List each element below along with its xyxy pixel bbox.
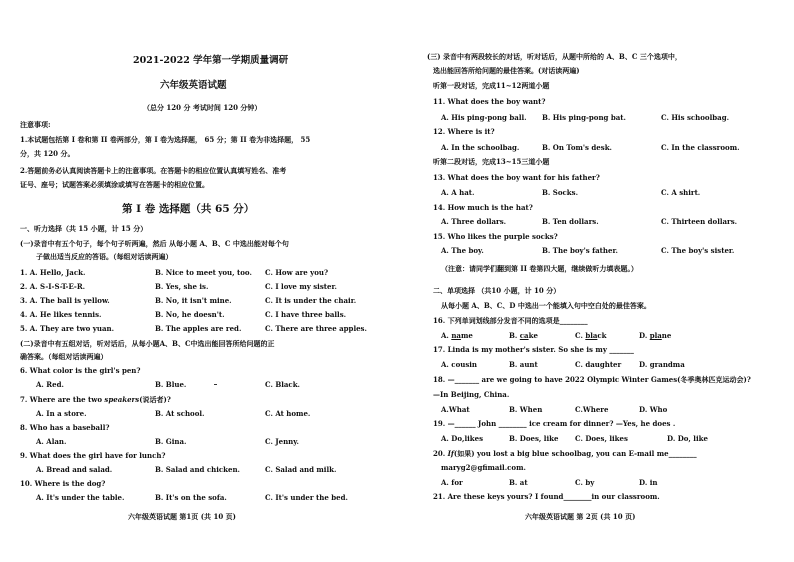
page-footer: 六年级英语试题 第1页 (共 10 页) bbox=[128, 512, 236, 521]
exam-subtitle: 六年级英语试题 bbox=[160, 80, 227, 91]
option-a[interactable]: A. cousin bbox=[441, 360, 478, 369]
option-d[interactable]: D. Who bbox=[639, 405, 668, 414]
option-b[interactable]: B. No, it isn't mine. bbox=[155, 296, 232, 305]
option-a[interactable]: 2. A. S-I-S-T-E-R. bbox=[20, 282, 86, 291]
option-b[interactable]: B. No, he doesn't. bbox=[155, 310, 225, 319]
pen-mark bbox=[214, 384, 217, 385]
option-a[interactable]: A. It's under the table. bbox=[36, 493, 125, 502]
option-c[interactable]: C. His schoolbag. bbox=[661, 113, 730, 122]
page-note: （注意：请同学们翻到第 II 卷第四大题，继续做听力填表题。） bbox=[441, 264, 638, 273]
option-c[interactable]: C. There are three apples. bbox=[265, 324, 367, 333]
option-c[interactable]: C. black bbox=[575, 331, 607, 340]
option-a[interactable]: A. Three dollars. bbox=[441, 217, 507, 226]
option-c[interactable]: C. daughter bbox=[575, 360, 622, 369]
question-stem: 10. Where is the dog? bbox=[20, 479, 106, 488]
option-a[interactable]: 3. A. The ball is yellow. bbox=[20, 296, 110, 305]
option-b[interactable]: B. Blue. bbox=[155, 380, 187, 389]
option-b[interactable]: B. Socks. bbox=[542, 188, 579, 197]
option-c[interactable]: C. The boy's sister. bbox=[661, 246, 735, 255]
option-c[interactable]: C. It is under the chair. bbox=[265, 296, 357, 305]
option-c[interactable]: C. I love my sister. bbox=[265, 282, 337, 291]
section-instructions: 子做出适当反应的答语。（每组对话读两遍） bbox=[36, 252, 173, 261]
option-a[interactable]: A. for bbox=[441, 478, 463, 487]
option-b[interactable]: B. Salad and chicken. bbox=[155, 465, 240, 474]
option-a[interactable]: 5. A. They are two yuan. bbox=[20, 324, 115, 333]
option-c[interactable]: C. I have three balls. bbox=[265, 310, 347, 319]
notice-line: 2.答题前务必认真阅读答题卡上的注意事项。在答题卡的相应位置认真填写姓名、准考 bbox=[20, 166, 287, 175]
option-b[interactable]: B. aunt bbox=[509, 360, 538, 369]
section-instructions: (三) 录音中有两段较长的对话，听对话后，从题中所给的 A、B、C 三个选项中， bbox=[427, 52, 682, 61]
question-stem: maryg2@gfimail.com. bbox=[441, 463, 526, 472]
option-a[interactable]: A. His ping-pong ball. bbox=[441, 113, 527, 122]
option-d[interactable]: D. grandma bbox=[639, 360, 685, 369]
option-a[interactable]: A. name bbox=[441, 331, 473, 340]
score-time: （总分 120 分 考试时间 120 分钟） bbox=[143, 103, 262, 112]
question-stem: 15. Who likes the purple socks? bbox=[433, 232, 558, 241]
option-b[interactable]: B. On Tom's desk. bbox=[542, 143, 612, 152]
notice-line: 证号、座号；试题答案必须填涂或填写在答题卡的相应位置。 bbox=[20, 180, 209, 189]
option-b[interactable]: B. At school. bbox=[155, 409, 205, 418]
option-c[interactable]: C. Thirteen dollars. bbox=[661, 217, 738, 226]
section-instructions: (二)录音中有五组对话，听对话后，从每小题A、B、C中选出能回答所给问题的正 bbox=[20, 339, 275, 348]
option-c[interactable]: C. Jenny. bbox=[265, 437, 299, 446]
question-stem: 19. —______ John ________ ice cream for dinner? —Yes, he does . bbox=[433, 419, 676, 428]
exam-title: 2021-2022 学年第一学期质量调研 bbox=[133, 55, 289, 66]
question-stem: 20. If(如果) you lost a big blue schoolbag, you can E-mail me________ bbox=[433, 449, 697, 458]
option-b[interactable]: B. Does, like bbox=[509, 434, 559, 443]
option-c[interactable]: C. by bbox=[575, 478, 595, 487]
option-a[interactable]: A.What bbox=[441, 405, 470, 414]
option-b[interactable]: B. It's on the sofa. bbox=[155, 493, 227, 502]
question-stem: 21. Are these keys yours? I found________in our classroom. bbox=[433, 492, 660, 501]
question-stem: 11. What does the boy want? bbox=[433, 97, 546, 106]
option-c[interactable]: C. A shirt. bbox=[661, 188, 701, 197]
exam-page-2 bbox=[397, 0, 794, 562]
question-stem: 8. Who has a baseball? bbox=[20, 423, 110, 432]
option-b[interactable]: B. Nice to meet you, too. bbox=[155, 268, 252, 277]
option-c[interactable]: C. Does, likes bbox=[575, 434, 628, 443]
option-b[interactable]: B. at bbox=[509, 478, 528, 487]
question-stem: 13. What does the boy want for his father? bbox=[433, 173, 600, 182]
listening-heading: 一、听力选择（共 15 小题，计 15 分） bbox=[20, 224, 148, 233]
option-c[interactable]: C. Salad and milk. bbox=[265, 465, 337, 474]
option-b[interactable]: B. His ping-pong bat. bbox=[542, 113, 626, 122]
option-b[interactable]: B. cake bbox=[509, 331, 538, 340]
question-stem: 7. Where are the two speakers(说话者)? bbox=[20, 395, 171, 404]
option-c[interactable]: C. At home. bbox=[265, 409, 311, 418]
section-instructions: 从每小题 A、B、C、D 中选出一个能填入句中空白处的最佳答案。 bbox=[441, 301, 651, 310]
option-a[interactable]: A. Bread and salad. bbox=[36, 465, 113, 474]
option-a[interactable]: 4. A. He likes tennis. bbox=[20, 310, 102, 319]
single-choice-heading: 二、单项选择 （共10 小题，计 10 分） bbox=[433, 286, 561, 295]
option-c[interactable]: C. How are you? bbox=[265, 268, 329, 277]
section-instructions: 选出能回答所给问题的最佳答案。(对话读两遍) bbox=[433, 66, 580, 75]
question-stem: 17. Linda is my mother's sister. So she is my _______ bbox=[433, 345, 634, 354]
option-a[interactable]: A. The boy. bbox=[441, 246, 484, 255]
option-b[interactable]: B. The apples are red. bbox=[155, 324, 242, 333]
option-a[interactable]: A. Alan. bbox=[36, 437, 67, 446]
question-stem: 9. What does the girl have for lunch? bbox=[20, 451, 166, 460]
option-a[interactable]: A. In the schoolbag. bbox=[441, 143, 520, 152]
section-instructions: (一)录音中有五个句子，每个句子听两遍，然后 从每小题 A、B、C 中选出能对每个句 bbox=[20, 239, 289, 248]
option-a[interactable]: A. In a store. bbox=[36, 409, 87, 418]
option-a[interactable]: 1. A. Hello, Jack. bbox=[20, 268, 86, 277]
question-stem: 6. What color is the girl's pen? bbox=[20, 366, 141, 375]
option-c[interactable]: C. Black. bbox=[265, 380, 300, 389]
option-a[interactable]: A. Red. bbox=[36, 380, 64, 389]
option-a[interactable]: A. Do,likes bbox=[441, 434, 484, 443]
dialog-instruction: 听第一段对话，完成11~12两道小题 bbox=[433, 81, 550, 90]
option-b[interactable]: B. When bbox=[509, 405, 543, 414]
question-stem: 16. 下列单词划线部分发音不同的选项是________ bbox=[433, 316, 588, 325]
notice-line: 分，共 120 分。 bbox=[20, 149, 75, 158]
option-a[interactable]: A. A hat. bbox=[441, 188, 475, 197]
option-c[interactable]: C.Where bbox=[575, 405, 609, 414]
question-stem: 14. How much is the hat? bbox=[433, 203, 533, 212]
notice-heading: 注意事项: bbox=[20, 120, 51, 129]
option-c[interactable]: C. It's under the bed. bbox=[265, 493, 348, 502]
option-b[interactable]: B. Gina. bbox=[155, 437, 187, 446]
option-b[interactable]: B. The boy's father. bbox=[542, 246, 618, 255]
question-stem: 12. Where is it? bbox=[433, 127, 495, 136]
question-stem: 18. —_______ are we going to have 2022 Olympic Winter Games(冬季奥林匹克运动会)? bbox=[433, 375, 751, 384]
question-stem: —In Beijing, China. bbox=[433, 390, 510, 399]
option-b[interactable]: B. Ten dollars. bbox=[542, 217, 599, 226]
page-footer: 六年级英语试题 第 2页 (共 10 页) bbox=[525, 512, 636, 521]
option-d[interactable]: D. plane bbox=[639, 331, 672, 340]
option-b[interactable]: B. Yes, she is. bbox=[155, 282, 209, 291]
notice-line: 1.本试题包括第 I 卷和第 II 卷两部分，第 I 卷为选择题， 65 分；第 II 卷为非选择题， 55 bbox=[20, 135, 311, 144]
option-d[interactable]: D. in bbox=[639, 478, 658, 487]
option-d[interactable]: D. Do, like bbox=[667, 434, 708, 443]
part1-title: 第 I 卷 选择题（共 65 分） bbox=[122, 203, 255, 215]
option-c[interactable]: C. In the classroom. bbox=[661, 143, 740, 152]
section-instructions: 确答案。（每组对话读两遍） bbox=[20, 352, 108, 361]
dialog-instruction: 听第二段对话，完成13~15三道小题 bbox=[433, 157, 550, 166]
